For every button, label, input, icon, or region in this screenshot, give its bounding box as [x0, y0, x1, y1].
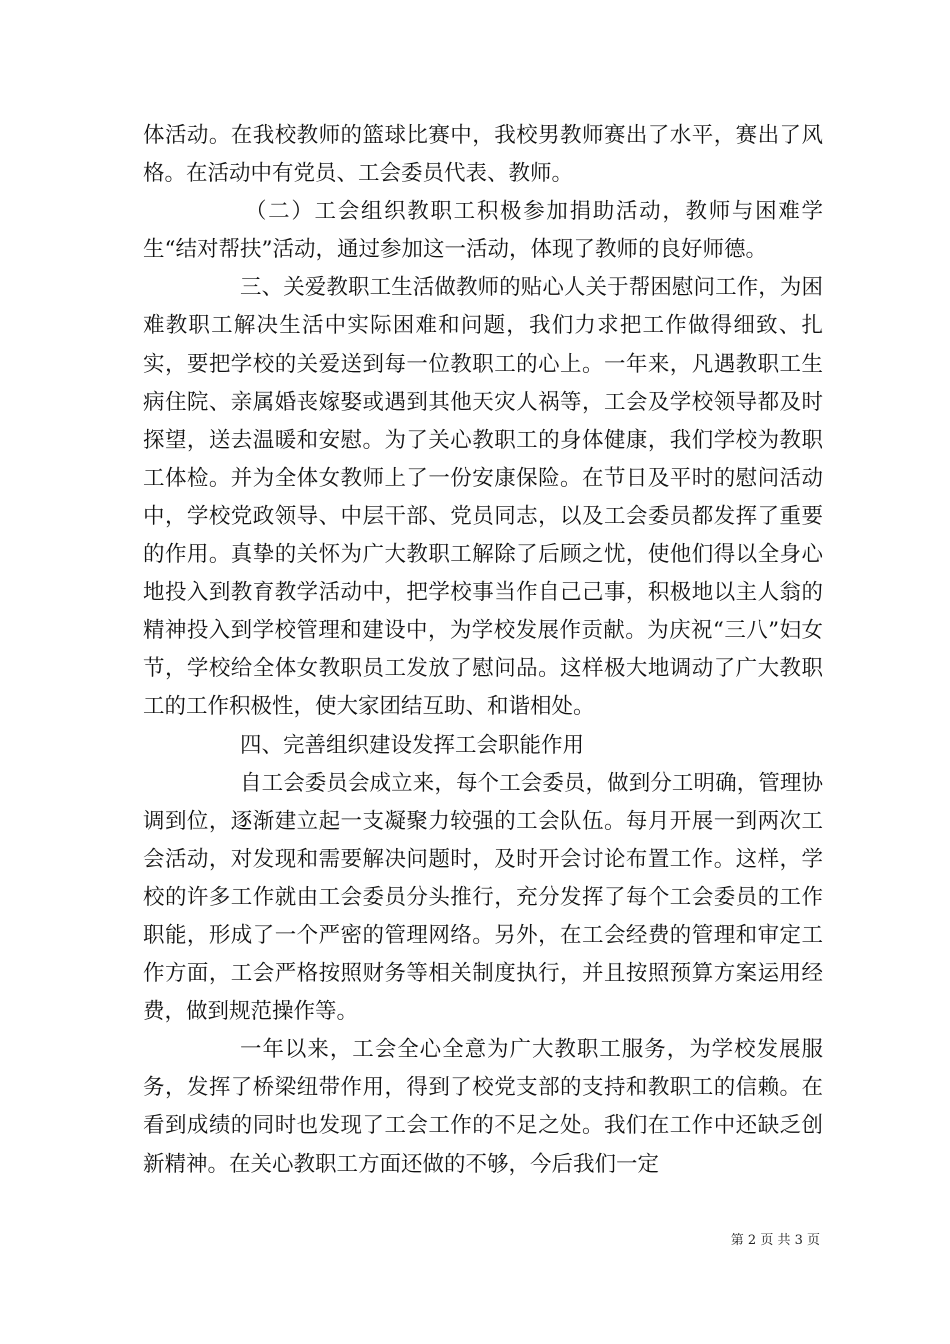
- paragraph-continuation: 体活动。在我校教师的篮球比赛中，我校男教师赛出了水平，赛出了风格。在活动中有党员、工会委员代表、教师。: [143, 123, 823, 187]
- page-number-footer: 第 2 页 共 3 页: [730, 1233, 820, 1248]
- paragraph-section-three: 三、关爱教职工生活做教师的贴心人关于帮困慰问工作，为困难教职工解决生活中实际困难和问题，我们力求把工作做得细致、扎实，要把学校的关爱送到每一位教职工的心上。一年来，凡遇教职工生病住院、亲属婚丧嫁娶或遇到其他天灾人祸等，工会及学校领导都及时探望，送去温暖和安慰。为了关心教职工的身体健康，我们学校为教职工体检。并为全体女教师上了一份安康保险。在节日及平时的慰问活动中，学校党政领导、中层干部、党员同志，以及工会委员都发挥了重要的作用。真挚的关怀为广大教职工解除了后顾之忧，使他们得以全身心地投入到教育教学活动中，把学校事当作自己己事，积极地以主人翁的精神投入到学校管理和建设中，为学校发展作贡献。为庆祝“三八”妇女节，学校给全体女教职员工发放了慰问品。这样极大地调动了广大教职工的工作积极性，使大家团结互助、和谐相处。: [143, 275, 823, 720]
- paragraph-donation-activity: （二）工会组织教职工积极参加捐助活动，教师与困难学生“结对帮扶”活动，通过参加这一活动，体现了教师的良好师德。: [143, 199, 823, 263]
- paragraph-summary: 一年以来，工会全心全意为广大教职工服务，为学校发展服务，发挥了桥梁纽带作用，得到了校党支部的支持和教职工的信赖。在看到成绩的同时也发现了工会工作的不足之处。我们在工作中还缺乏创新精神。在关心教职工方面还做的不够，今后我们一定: [143, 1037, 823, 1177]
- document-body: [143, 117, 823, 1184]
- section-heading-four: 四、完善组织建设发挥工会职能作用: [240, 732, 585, 758]
- paragraph-organization: 自工会委员会成立来，每个工会委员，做到分工明确，管理协调到位，逐渐建立起一支凝聚力较强的工会队伍。每月开展一到两次工会活动，对发现和需要解决问题时，及时开会讨论布置工作。这样，学校的许多工作就由工会委员分头推行，充分发挥了每个工会委员的工作职能，形成了一个严密的管理网络。另外，在工会经费的管理和审定工作方面，工会严格按照财务等相关制度执行，并且按照预算方案运用经费，做到规范操作等。: [143, 770, 823, 1025]
